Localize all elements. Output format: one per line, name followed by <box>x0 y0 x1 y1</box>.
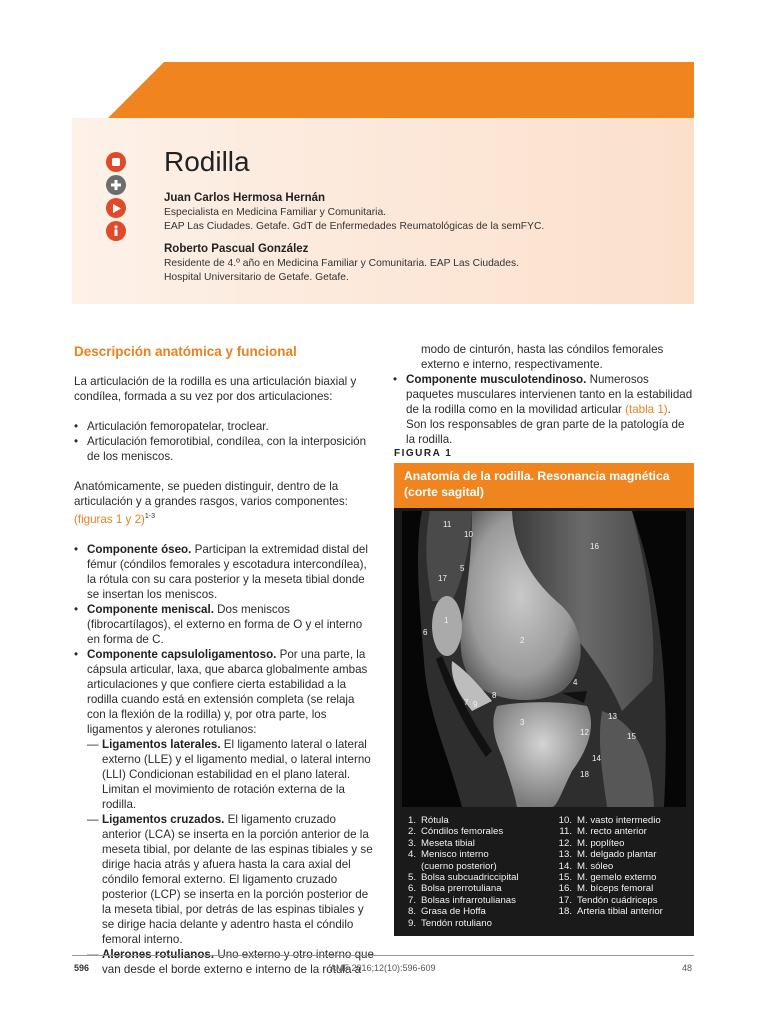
author-affiliation-1: Especialista en Medicina Familiar y Comunitaria. EAP Las Ciudades. Getafe. GdT de Enfermedades Reumatológicas de la semFYC. <box>164 207 545 232</box>
figure-legend-right <box>552 815 663 918</box>
figure-legend-left <box>396 815 519 929</box>
list-item: • Articulación femoropatelar, troclear. <box>74 419 376 434</box>
figure-label: FIGURA 1 <box>394 448 453 459</box>
legend-item: 16. M. bíceps femoral <box>558 883 654 895</box>
mri-label: 11 <box>443 520 452 529</box>
legend-item: 3. Meseta tibial <box>407 837 475 849</box>
mri-label: 1 <box>444 616 449 625</box>
page-number-right: 48 <box>682 963 693 973</box>
footer-rule <box>72 955 694 956</box>
legend-item: 1. Rótula <box>407 815 449 826</box>
continuation-text: modo de cinturón, hasta las cóndilos femorales externo e interno, respectivamente. <box>421 343 664 371</box>
figure-caption: Anatomía de la rodilla. Resonancia magnética (corte sagital) <box>394 463 694 508</box>
figure-reference-link[interactable]: (figuras 1 y 2) <box>74 512 145 526</box>
intro-paragraph: La articulación de la rodilla es una articulación biaxial y condílea, formada a su vez por dos articulaciones: <box>74 375 357 403</box>
legend-item: 8. Grasa de Hoffa <box>407 906 486 918</box>
legend-item: 12. M. poplíteo <box>558 837 625 849</box>
mri-label: 14 <box>592 754 601 763</box>
mri-label: 3 <box>520 718 525 727</box>
mri-label: 4 <box>573 678 578 687</box>
plus-icon[interactable] <box>106 175 126 195</box>
mri-label: 17 <box>438 574 447 583</box>
list-item: • Componente capsuloligamentoso. Por una parte, la cápsula articular, laxa, que abarca globalmente ambas articulaciones y que confiere cierta estabilidad a la rodilla cuando está en extensión completa (se relaja con la flexión de la rodilla) y, por otra parte, los ligamentos y alerones rotulianos: <box>74 647 376 737</box>
article-title: Rodilla <box>164 146 250 177</box>
mri-label: 9 <box>473 700 478 709</box>
figure-box <box>394 463 694 936</box>
info-icon[interactable] <box>106 221 126 241</box>
mri-label: 13 <box>608 712 617 721</box>
author-name-2: Roberto Pascual González <box>164 243 309 255</box>
mri-label: 12 <box>580 728 589 737</box>
sub-list-item: — van desde el borde externo e interno de la rótula a <box>74 947 376 977</box>
page-number-left: 596 <box>74 963 90 973</box>
mri-label: 18 <box>580 770 589 779</box>
section-title: Descripción anatómica y funcional <box>74 344 297 359</box>
section-icons <box>106 152 128 244</box>
mri-label: 5 <box>460 564 465 573</box>
header-orange-band <box>108 62 694 118</box>
legend-item: 11. M. recto anterior <box>559 826 647 838</box>
legend-item: 17. Tendón cuádriceps <box>558 894 658 906</box>
mri-label: 16 <box>590 542 599 551</box>
author-name-1: Juan Carlos Hermosa Hernán <box>164 192 326 204</box>
list-item: • Componente óseo. Participan la extremidad distal del fémur (cóndilos femorales y escotadura intercondílea), la rótula con su cara posterior y la meseta tibial donde se insertan los meniscos. <box>74 542 376 602</box>
left-column <box>74 374 376 977</box>
mri-label: 8 <box>492 691 497 700</box>
mri-label: 2 <box>520 636 525 645</box>
legend-item: 2. Cóndilos femorales <box>407 826 504 838</box>
legend-item: 14. M. sóleo <box>558 860 614 872</box>
legend-item: 9. Tendón rotuliano <box>407 917 492 929</box>
mri-label: 6 <box>423 628 428 637</box>
mri-label: 10 <box>464 530 473 539</box>
legend-item: 13. M. delgado plantar <box>558 849 657 861</box>
list-item: • Componente meniscal. Dos meniscos (fibrocartílagos), el externo en forma de O y el interno en forma de C. <box>74 602 376 647</box>
list-item: • Articulación femorotibial, condílea, con la interposición de los meniscos. <box>74 434 376 464</box>
right-column <box>393 342 694 447</box>
citation: AMF 2016;12(10):596-609 <box>330 963 436 973</box>
sub-list-item: — Ligamentos cruzados. El ligamento cruzado anterior (LCA) se inserta en la porción anterior de la meseta tibial, por delante de las espinas tibiales y se dirige hacia atrás y afuera hasta la cara axial del cóndilo femoral externo. El ligamento cruzado posterior (LCP) se inserta en la porción posterior de la meseta tibial, por detrás de las espinas tibiales y se dirige hacia delante y adentro hasta el cóndilo femoral interno. <box>74 812 376 947</box>
stop-icon[interactable] <box>106 152 126 172</box>
mri-label: 15 <box>627 732 636 741</box>
list-item: • Componente musculotendinoso. Numerosos paquetes musculares intervienen tanto en la estabilidad de la rodilla como en la movilidad articular (tabla 1). Son los responsables de gran parte de la patología de la rodilla. <box>393 372 694 447</box>
legend-item: 6. Bolsa prerrotuliana <box>407 883 502 895</box>
legend-item: 18. Arteria tibial anterior <box>558 906 663 918</box>
legend-item: 7. Bolsas infrarrotulianas <box>407 894 516 906</box>
mri-label: 7 <box>464 698 469 707</box>
anatomy-paragraph: Anatómicamente, se pueden distinguir, dentro de la articulación y a grandes rasgos, varios componentes: (figuras 1 y 2)$^{1-3}$ <box>74 480 348 526</box>
mri-image <box>402 511 686 807</box>
legend-item: 15. M. gemelo externo <box>558 872 657 884</box>
play-icon[interactable] <box>106 198 126 218</box>
author-affiliation-2: Residente de 4.º año en Medicina Familiar y Comunitaria. EAP Las Ciudades. Hospital Universitario de Getafe. Getafe. <box>164 258 519 283</box>
legend-item: 10. M. vasto intermedio <box>558 815 661 826</box>
table-reference-link[interactable]: (tabla 1) <box>625 403 668 416</box>
legend-item: (cuerno posterior) <box>421 860 497 872</box>
legend-item: 4. Menisco interno <box>407 849 489 861</box>
legend-item: 5. Bolsa subcuadriccipital <box>407 872 519 884</box>
sub-list-item: — Ligamentos laterales. El ligamento lateral o lateral externo (LLE) y el ligamento medial, o lateral interno (LLI) Condicionan estabilidad en el plano lateral. Limitan el movimiento de rotación externa de la rodilla. <box>74 737 376 812</box>
